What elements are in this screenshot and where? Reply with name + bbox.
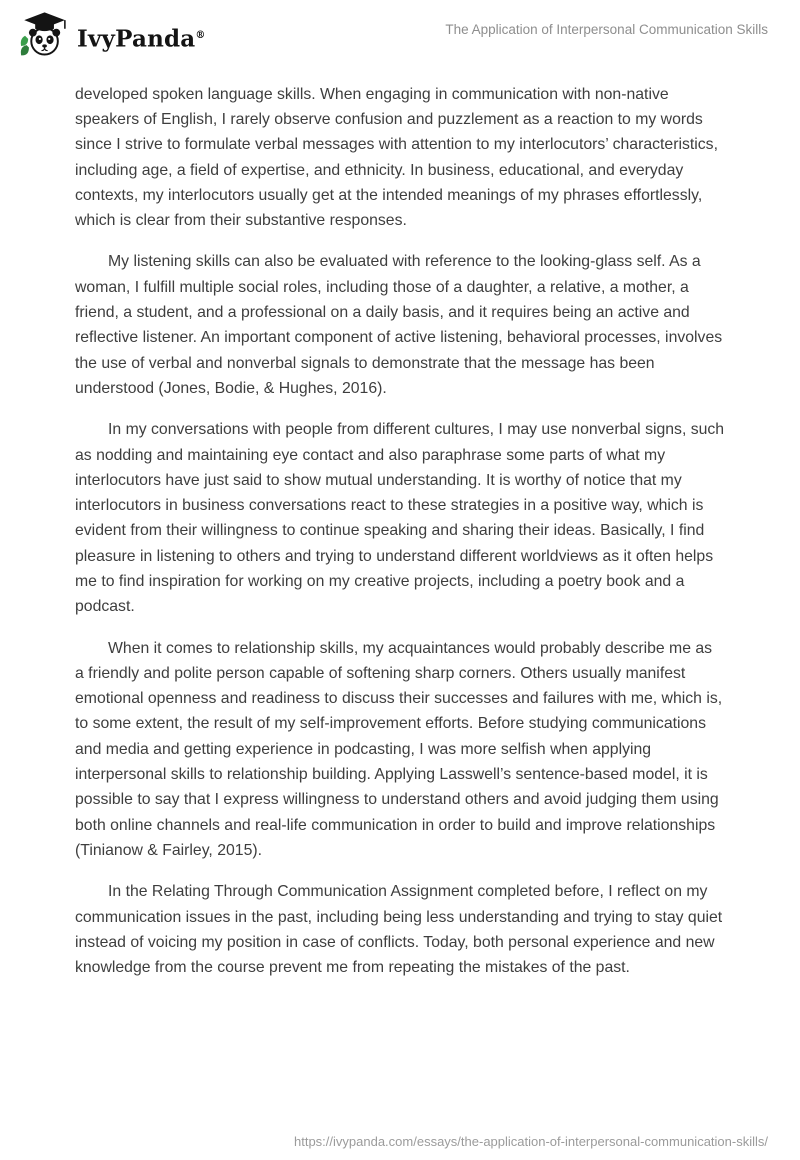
page-footer <box>294 1134 768 1149</box>
document-title: The Application of Interpersonal Communication Skills <box>445 22 768 37</box>
brand-name: IvyPanda® <box>77 25 206 53</box>
paragraph: developed spoken language skills. When engaging in communication with non-native speakers of English, I rarely observe confusion and puzzlement as a reaction to my words since I strive to formulate verbal messages with attention to my interlocutors’ characteristics, including age, a field of expertise, and ethnicity. In business, educational, and everyday contexts, my interlocutors usually get at the intended meanings of my phrases effortlessly, which is clear from their substantive responses. <box>75 85 718 230</box>
panda-graduation-cap-icon <box>18 10 68 65</box>
registered-mark: ® <box>195 30 206 41</box>
source-url-link[interactable]: https://ivypanda.com/essays/the-application-of-interpersonal-communication-skills/ <box>294 1134 768 1149</box>
paragraph: In the Relating Through Communication Assignment completed before, I reflect on my communication issues in the past, including being less understanding and trying to stay quiet instead of voicing my position in case of conflicts. Today, both personal experience and new knowledge from the course prevent me from repeating the mistakes of the past. <box>75 883 723 977</box>
paragraph: When it comes to relationship skills, my acquaintances would probably describe me as a friendly and polite person capable of softening sharp corners. Others usually manifest emotional openness and readiness to discuss their successes and failures with me, which is, to some extent, the result of my self-improvement efforts. Before studying communications and media and getting experience in podcasting, I was more selfish when applying interpersonal skills to relationship building. Applying Lasswell’s sentence-based model, it is possible to say that I express willingness to understand others and avoid judging them using both online channels and real-life communication in order to build and improve relationships (Tinianow & Fairley, 2015). <box>75 639 723 859</box>
ivypanda-logo[interactable] <box>18 10 206 66</box>
paragraph: My listening skills can also be evaluated with reference to the looking-glass self. As a woman, I fulfill multiple social roles, including those of a daughter, a relative, a mother, a friend, a student, and a professional on a daily basis, and it requires being an active and reflective listener. An important component of active listening, behavioral processes, involves the use of verbal and nonverbal signals to demonstrate that the message has been understood (Jones, Bodie, & Hughes, 2016). <box>75 253 723 397</box>
paragraph: In my conversations with people from different cultures, I may use nonverbal signs, such as nodding and maintaining eye contact and also paraphrase some parts of what my interlocutors have just said to show mutual understanding. It is worthy of notice that my interlocutors in business conversations react to these strategies in a positive way, which is evident from their willingness to continue speaking and sharing their ideas. Basically, I find pleasure in listening to others and trying to understand different worldviews as it often helps me to find inspiration for working on my creative projects, including a poetry book and a podcast. <box>75 421 725 616</box>
page-header <box>0 0 800 66</box>
essay-body <box>0 66 800 981</box>
